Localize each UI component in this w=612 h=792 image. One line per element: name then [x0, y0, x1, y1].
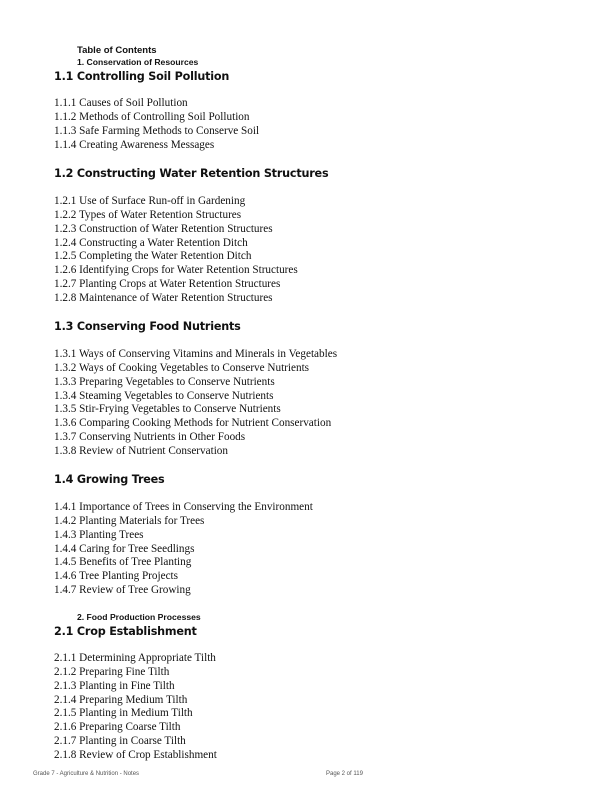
subsection-item: 1.2.8 Maintenance of Water Retention Structures	[54, 291, 273, 304]
subsection-item: 1.2.3 Construction of Water Retention Structures	[54, 222, 273, 235]
subsection-list	[54, 348, 337, 459]
subsection-item: 2.1.8 Review of Crop Establishment	[54, 748, 217, 761]
subsection-item: 2.1.5 Planting in Medium Tilth	[54, 707, 193, 720]
subsection-item: 1.2.1 Use of Surface Run-off in Gardening	[54, 195, 246, 207]
chapter-heading: 2. Food Production Processes	[77, 612, 201, 622]
subsection-item: 2.1.3 Planting in Fine Tilth	[54, 679, 175, 692]
subsection-item: 1.3.1 Ways of Conserving Vitamins and Minerals in Vegetables	[54, 348, 338, 360]
footer-page-number: Page 2 of 119	[326, 771, 363, 777]
section-heading: 1.3 Conserving Food Nutrients	[54, 320, 241, 333]
toc-title: Table of Contents	[77, 45, 157, 56]
chapter-heading: 1. Conservation of Resources	[77, 57, 199, 67]
subsection-item: 1.4.4 Caring for Tree Seedlings	[54, 542, 195, 555]
subsection-item: 1.3.5 Stir-Frying Vegetables to Conserve Nutrients	[54, 403, 281, 416]
subsection-item: 1.2.6 Identifying Crops for Water Retention Structures	[54, 264, 298, 277]
subsection-item: 1.1.1 Causes of Soil Pollution	[54, 97, 188, 109]
subsection-item: 1.1.2 Methods of Controlling Soil Pollution	[54, 110, 250, 123]
subsection-item: 1.3.8 Review of Nutrient Conservation	[54, 444, 228, 457]
subsection-item: 1.4.2 Planting Materials for Trees	[54, 514, 205, 527]
subsection-list	[54, 501, 313, 598]
subsection-item: 1.2.2 Types of Water Retention Structures	[54, 208, 242, 221]
subsection-item: 1.4.5 Benefits of Tree Planting	[54, 556, 192, 569]
section-heading: 1.4 Growing Trees	[54, 473, 165, 486]
subsection-item: 1.4.1 Importance of Trees in Conserving the Environment	[54, 501, 313, 513]
subsection-item: 2.1.6 Preparing Coarse Tilth	[54, 721, 181, 734]
subsection-item: 2.1.2 Preparing Fine Tilth	[54, 665, 170, 678]
section-heading: 1.2 Constructing Water Retention Structures	[54, 167, 329, 180]
subsection-item: 1.4.6 Tree Planting Projects	[54, 570, 178, 583]
subsection-list	[54, 195, 298, 306]
subsection-item: 1.2.7 Planting Crops at Water Retention Structures	[54, 278, 281, 291]
subsection-item: 1.3.4 Steaming Vegetables to Conserve Nutrients	[54, 389, 274, 402]
subsection-item: 2.1.7 Planting in Coarse Tilth	[54, 735, 186, 748]
subsection-item: 1.3.7 Conserving Nutrients in Other Foods	[54, 431, 246, 444]
subsection-item: 1.3.2 Ways of Cooking Vegetables to Conserve Nutrients	[54, 361, 310, 374]
subsection-item: 1.2.4 Constructing a Water Retention Ditch	[54, 236, 248, 249]
subsection-item: 2.1.1 Determining Appropriate Tilth	[54, 652, 216, 664]
subsection-list	[54, 652, 217, 763]
subsection-item: 2.1.4 Preparing Medium Tilth	[54, 693, 188, 706]
subsection-item: 1.4.3 Planting Trees	[54, 528, 144, 541]
subsection-item: 1.3.6 Comparing Cooking Methods for Nutrient Conservation	[54, 417, 332, 430]
subsection-item: 1.1.4 Creating Awareness Messages	[54, 138, 215, 151]
section-heading: 2.1 Crop Establishment	[54, 625, 197, 638]
footer-document-name: Grade 7 - Agriculture & Nutrition - Notes	[33, 771, 140, 777]
subsection-item: 1.4.7 Review of Tree Growing	[54, 584, 191, 597]
subsection-item: 1.3.3 Preparing Vegetables to Conserve Nutrients	[54, 375, 275, 388]
section-heading: 1.1 Controlling Soil Pollution	[54, 70, 230, 83]
subsection-list	[54, 97, 259, 152]
subsection-item: 1.2.5 Completing the Water Retention Ditch	[54, 250, 252, 263]
subsection-item: 1.1.3 Safe Farming Methods to Conserve Soil	[54, 124, 260, 137]
